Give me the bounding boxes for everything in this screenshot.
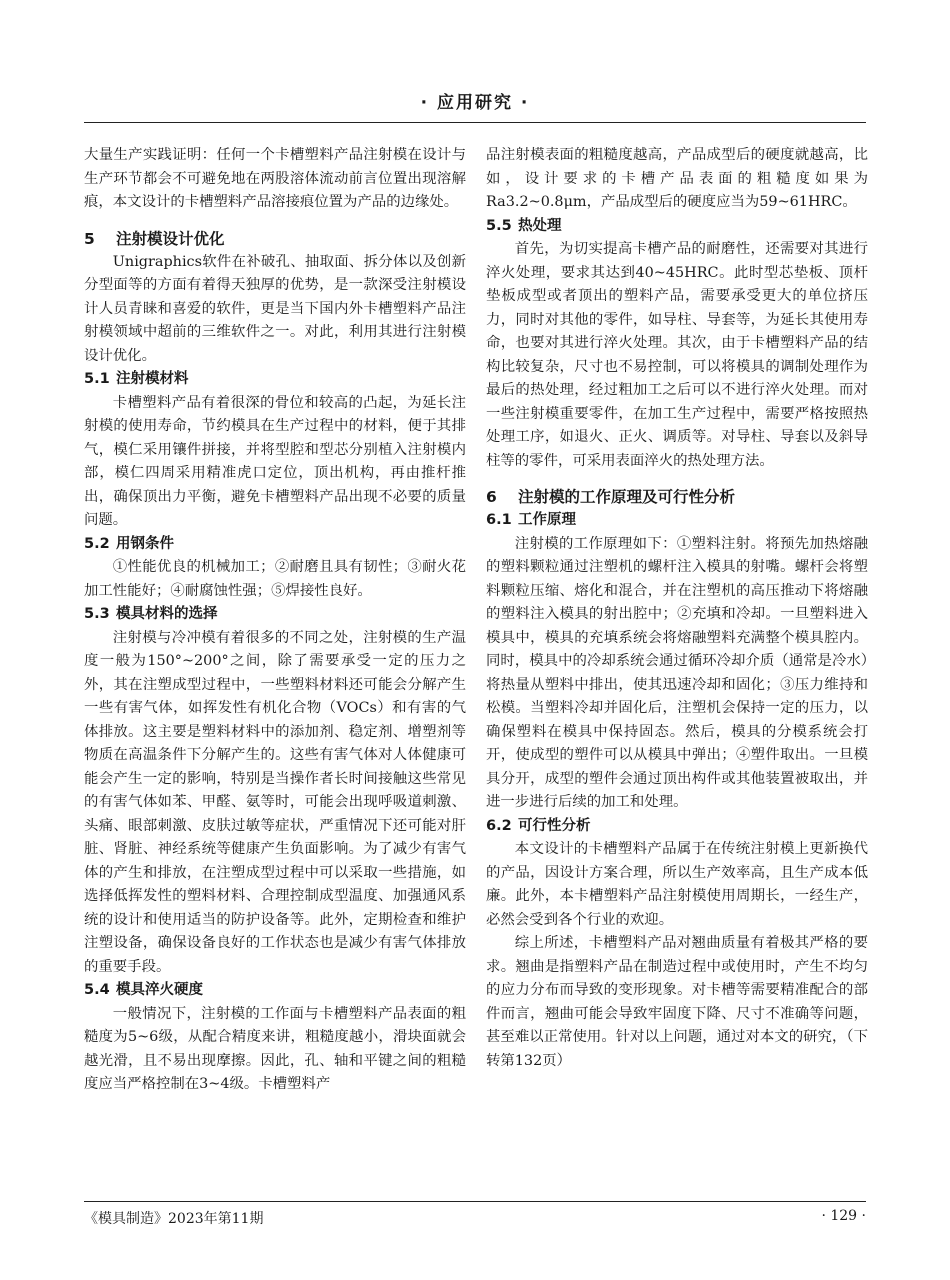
section-number: 5.3	[84, 606, 110, 622]
section-5-4-heading	[84, 979, 466, 1003]
section-number: 5.5	[486, 217, 512, 234]
section-5-5-heading	[486, 215, 868, 239]
paragraph: 本文设计的卡槽塑料产品属于在传统注射模上更新换代的产品，因设计方案合理，所以生产效率高，且生产成本低廉。此外，本卡槽塑料产品注射模使用周期长，一经生产，必然会受到各个行业的欢迎。	[486, 841, 868, 928]
running-header: · 应用研究 ·	[420, 93, 530, 113]
paragraph: 综上所述，卡槽塑料产品对翘曲质量有着极其严格的要求。翘曲是指塑料产品在制造过程中或使用时，产生不均匀的应力分布而导致的变形现象。对卡槽等需要精准配合的部件而言，翘曲可能会导致牢固度下降、尺寸不准确等问题，甚至难以正常使用。针对以上问题，通过对本文的研究，（下转第132页）	[486, 935, 868, 1069]
section-title: 注射模材料	[116, 371, 189, 387]
section-title: 注射模的工作原理及可行性分析	[518, 488, 736, 506]
section-number: 6.1	[486, 512, 512, 528]
section-title: 模具材料的选择	[116, 606, 218, 622]
page-number: · 129 ·	[821, 1208, 866, 1224]
paragraph: 品注射模表面的粗糙度越高，产品成型后的硬度就越高，比如，设计要求的卡槽产品表面的粗糙度如果为Ra3.2~0.8μm，产品成型后的硬度应当为59~61HRC。	[486, 147, 868, 210]
left-column	[84, 144, 466, 1097]
section-number: 5.4	[84, 982, 110, 998]
section-5-heading	[84, 227, 466, 251]
section-title: 用钢条件	[116, 535, 174, 552]
footer-rule	[84, 1201, 866, 1202]
header-rule	[84, 122, 866, 123]
section-number: 5.1	[84, 371, 110, 387]
journal-citation: 《模具制造》2023年第11期	[84, 1211, 264, 1227]
section-number: 6.2	[486, 817, 512, 834]
paragraph: 首先，为切实提高卡槽产品的耐磨性，还需要对其进行淬火处理，要求其达到40~45HRC。此时型芯垫板、顶杆垫板成型或者顶出的塑料产品，需要承受更大的单位挤压力，同时对其他的零件，如导柱、导套等，为延长其使用寿命，也要对其进行淬火处理。其次，由于卡槽塑料产品的结构比较复杂，尺寸也不易控制，可以将模具的调制处理作为最后的热处理，经过粗加工之后可以不进行淬火处理。而对一些注射模重要零件，在加工生产过程中，需要严格按照热处理工序，如退火、正火、调质等。对导柱、导套以及斜导柱等的零件，可采用表面淬火的热处理方法。	[486, 241, 868, 469]
section-5-3-heading	[84, 603, 466, 627]
paragraph: ①性能优良的机械加工；②耐磨且具有韧性；③耐火花加工性能好；④耐腐蚀性强；⑤焊接性良好。	[84, 559, 466, 599]
paragraph: 卡槽塑料产品有着很深的骨位和较高的凸起，为延长注射模的使用寿命，节约模具在生产过程中的材料，便于其排气，模仁采用镶件拼接，并将型腔和型芯分别植入注射模内部，模仁四周采用精准虎口定位，顶出机构，再由推杆推出，确保顶出力平衡，避免卡槽塑料产品出现不必要的质量问题。	[84, 394, 466, 528]
section-6-1-heading	[486, 509, 868, 533]
paragraph: 一般情况下，注射模的工作面与卡槽塑料产品表面的粗糙度为5~6级，从配合精度来讲，粗糙度越小，滑块面就会越光滑，且不易出现摩擦。因此，孔、轴和平键之间的粗糙度应当严格控制在3~4级。卡槽塑料产	[84, 1005, 466, 1092]
section-title: 可行性分析	[518, 817, 591, 834]
right-column	[486, 144, 868, 1073]
section-5-1-heading	[84, 368, 466, 392]
section-number: 5.2	[84, 535, 110, 552]
section-5-2-heading	[84, 533, 466, 557]
paragraph: 大量生产实践证明：任何一个卡槽塑料产品注射模在设计与生产环节都会不可避免地在两股溶体流动前言位置出现溶解痕，本文设计的卡槽塑料产品溶接痕位置为产品的边缘处。	[84, 147, 466, 210]
paragraph: 注射模与冷冲模有着很多的不同之处，注射模的生产温度一般为150°~200°之间，除了需要承受一定的压力之外，其在注塑成型过程中，一些塑料材料还可能会分解产生一些有害气体，如挥发性有机化合物（VOCs）和有害的气体排放。这主要是塑料材料中的添加剂、稳定剂、增塑剂等物质在高温条件下分解产生的。这些有害气体对人体健康可能会产生一定的影响，特别是当操作者长时间接触这些常见的有害气体如苯、甲醛、氨等时，可能会出现呼吸道刺激、头痛、眼部刺激、皮肤过敏等症状，严重情况下还可能对肝脏、肾脏、神经系统等健康产生负面影响。为了减少有害气体的产生和排放，在注塑成型过程中可以采取一些措施，如选择低挥发性的塑料材料、合理控制成型温度、加强通风系统的设计和使用适当的防护设备等。此外，定期检查和维护注塑设备，确保设备良好的工作状态也是减少有害气体排放的重要手段。	[84, 629, 466, 975]
section-6-heading	[486, 485, 868, 509]
section-title: 模具淬火硬度	[116, 982, 203, 998]
paragraph: Unigraphics软件在补破孔、抽取面、拆分体以及创新分型面等的方面有着得天独厚的优势，是一款深受注射模设计人员青睐和喜爱的软件，更是当下国内外卡槽塑料产品注射模领域中超前的三维软件之一。对此，利用其进行注射模设计优化。	[84, 253, 466, 364]
section-title: 工作原理	[518, 512, 576, 528]
paragraph: 注射模的工作原理如下：①塑料注射。将预先加热熔融的塑料颗粒通过注塑机的螺杆注入模具的射嘴。螺杆会将塑料颗粒压缩、熔化和混合，并在注塑机的高压推动下将熔融的塑料注入模具的射出腔中；②充填和冷却。一旦塑料进入模具中，模具的充填系统会将熔融塑料充满整个模具腔内。同时，模具中的冷却系统会通过循环冷却介质（通常是冷水）将热量从塑料中排出，使其迅速冷却和固化；③压力维持和松模。当塑料冷却并固化后，注塑机会保持一定的压力，以确保塑料在模具中保持固态。然后，模具的分模系统会打开，使成型的塑件可以从模具中弹出；④塑件取出。一旦模具分开，成型的塑件会通过顶出构件或其他装置被取出，并进一步进行后续的加工和处理。	[486, 535, 868, 810]
section-number: 6	[486, 488, 497, 506]
section-6-2-heading	[486, 815, 868, 839]
section-number: 5	[84, 229, 95, 248]
section-title: 注射模设计优化	[116, 229, 225, 248]
section-title: 热处理	[518, 217, 562, 234]
